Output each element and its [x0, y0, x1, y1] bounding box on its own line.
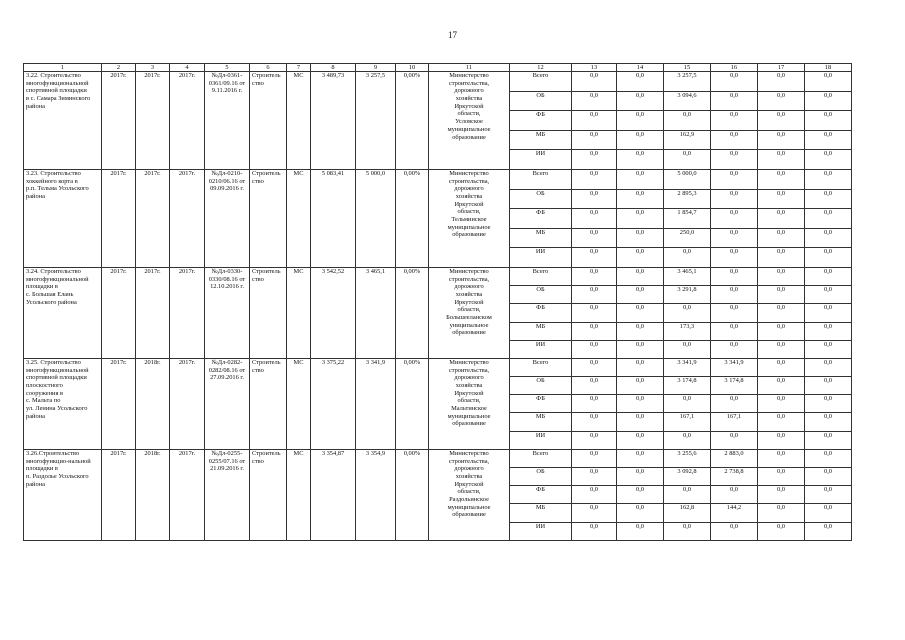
funding-value: 0,0: [572, 340, 617, 358]
header-cell: 3: [136, 64, 170, 72]
funding-value: 2 895,3: [664, 189, 711, 209]
object-name: 3.23. Строительство хоккейного корта в р.п. Тельма Усольского района: [24, 169, 102, 267]
funding-value: 0,0: [711, 486, 758, 504]
funding-value: 162,9: [664, 130, 711, 150]
funding-value: 0,0: [805, 413, 852, 431]
header-cell: 2: [102, 64, 136, 72]
responsible-org: Министерство строительства, дорожного хозяйства Иркутской области, Мальтинское муниципальное образование: [429, 358, 510, 449]
funding-value: 0,0: [758, 189, 805, 209]
header-cell: 9: [356, 64, 396, 72]
funding-value: 0,0: [572, 169, 617, 189]
funding-value: 0,0: [758, 169, 805, 189]
funding-value: 0,0: [758, 377, 805, 395]
funding-value: 0,0: [711, 248, 758, 268]
funding-value: 0,0: [617, 169, 664, 189]
funding-value: 0,0: [711, 209, 758, 229]
header-cell: 6: [250, 64, 287, 72]
year-start: 2017г.: [102, 72, 136, 170]
funding-value: 3 174,8: [664, 377, 711, 395]
object-name: 3.24. Строительство многофункциональной площадки в с. Большая Елань Усольского района: [24, 267, 102, 358]
header-cell: 8: [311, 64, 356, 72]
amount: 3 465,1: [356, 267, 396, 358]
year-end: 2017г.: [136, 72, 170, 170]
estimated-cost: 3 542,52: [311, 267, 356, 358]
funding-value: 3 257,5: [664, 72, 711, 92]
funding-value: 0,0: [805, 169, 852, 189]
year-plan: 2017г.: [170, 267, 205, 358]
funding-value: 0,0: [758, 150, 805, 170]
funding-value: 0,0: [617, 209, 664, 229]
table-row: [24, 358, 852, 376]
funding-value: 0,0: [805, 130, 852, 150]
funding-source: ОБ: [510, 189, 572, 209]
funding-value: 0,0: [758, 449, 805, 467]
funding-value: 0,0: [711, 286, 758, 304]
funding-value: 162,8: [664, 504, 711, 522]
funding-source: МБ: [510, 322, 572, 340]
funding-source: ОБ: [510, 91, 572, 111]
funding-source: Всего: [510, 169, 572, 189]
funding-value: 0,0: [805, 304, 852, 322]
funding-value: 0,0: [758, 504, 805, 522]
funding-value: 0,0: [572, 111, 617, 131]
funding-value: 0,0: [617, 504, 664, 522]
funding-value: 0,0: [617, 322, 664, 340]
unit: МС: [287, 449, 311, 540]
estimated-cost: 3 354,87: [311, 449, 356, 540]
funding-value: 167,1: [711, 413, 758, 431]
funding-value: 0,0: [572, 304, 617, 322]
funding-value: 0,0: [617, 468, 664, 486]
header-cell: 1: [24, 64, 102, 72]
funding-value: 0,0: [617, 248, 664, 268]
funding-value: 0,0: [805, 248, 852, 268]
year-start: 2017г.: [102, 267, 136, 358]
funding-value: 1 854,7: [664, 209, 711, 229]
funding-value: 0,0: [758, 286, 805, 304]
funding-value: 0,0: [758, 395, 805, 413]
funding-value: 0,0: [617, 150, 664, 170]
unit: МС: [287, 267, 311, 358]
header-cell: 15: [664, 64, 711, 72]
funding-value: 0,0: [805, 209, 852, 229]
funding-source: МБ: [510, 130, 572, 150]
funding-value: 0,0: [664, 395, 711, 413]
funding-value: 0,0: [572, 130, 617, 150]
funding-value: 0,0: [617, 522, 664, 540]
funding-value: 0,0: [758, 248, 805, 268]
funding-value: 0,0: [805, 228, 852, 248]
estimated-cost: 5 083,41: [311, 169, 356, 267]
funding-value: 0,0: [617, 413, 664, 431]
amount: 3 341,9: [356, 358, 396, 449]
funding-value: 0,0: [572, 486, 617, 504]
funding-source: Всего: [510, 267, 572, 285]
funding-value: 3 255,6: [664, 449, 711, 467]
header-cell: 17: [758, 64, 805, 72]
responsible-org: Министерство строительства, дорожного хозяйства Иркутской области, Тельминское муниципальное образование: [429, 169, 510, 267]
year-end: 2017г.: [136, 169, 170, 267]
funding-source: ИИ: [510, 248, 572, 268]
header-cell: 4: [170, 64, 205, 72]
funding-value: 0,0: [664, 248, 711, 268]
document-ref: №Дл-0255- 0255/07.16 от 21.09.2016 г.: [205, 449, 250, 540]
funding-value: 0,0: [711, 228, 758, 248]
funding-value: 0,0: [805, 358, 852, 376]
header-cell: 13: [572, 64, 617, 72]
funding-value: 0,0: [758, 209, 805, 229]
funding-value: 0,0: [711, 322, 758, 340]
funding-value: 0,0: [572, 267, 617, 285]
funding-value: 0,0: [805, 111, 852, 131]
funding-value: 0,0: [572, 449, 617, 467]
work-type: Строитель ство: [250, 169, 287, 267]
funding-value: 2 738,8: [711, 468, 758, 486]
funding-value: 0,0: [805, 377, 852, 395]
page-number: 17: [448, 30, 457, 40]
funding-value: 0,0: [805, 449, 852, 467]
funding-source: ФБ: [510, 111, 572, 131]
funding-value: 0,0: [572, 189, 617, 209]
funding-value: 0,0: [572, 228, 617, 248]
funding-value: 0,0: [758, 91, 805, 111]
funding-value: 0,0: [758, 468, 805, 486]
funding-source: ИИ: [510, 150, 572, 170]
object-name: 3.26.Строительство многофункцио-нальной площадки в п. Раздолье Усольского района: [24, 449, 102, 540]
funding-source: ОБ: [510, 286, 572, 304]
funding-value: 0,0: [758, 431, 805, 449]
funding-value: 3 465,1: [664, 267, 711, 285]
header-cell: 12: [510, 64, 572, 72]
funding-source: МБ: [510, 504, 572, 522]
funding-value: 0,0: [617, 267, 664, 285]
funding-value: 0,0: [805, 322, 852, 340]
funding-source: ФБ: [510, 395, 572, 413]
funding-value: 3 291,8: [664, 286, 711, 304]
year-plan: 2017г.: [170, 358, 205, 449]
document-ref: №Дл-0210- 0210/06.16 от 09.09.2016 г.: [205, 169, 250, 267]
funding-value: 2 883,0: [711, 449, 758, 467]
funding-value: 0,0: [758, 304, 805, 322]
funding-value: 0,0: [664, 522, 711, 540]
funding-source: ИИ: [510, 431, 572, 449]
header-cell: 7: [287, 64, 311, 72]
unit: МС: [287, 72, 311, 170]
year-start: 2017г.: [102, 449, 136, 540]
header-cell: 18: [805, 64, 852, 72]
estimated-cost: 3 375,22: [311, 358, 356, 449]
funding-value: 0,0: [711, 522, 758, 540]
funding-value: 0,0: [758, 486, 805, 504]
funding-value: 0,0: [758, 228, 805, 248]
funding-value: 3 174,8: [711, 377, 758, 395]
header-cell: 16: [711, 64, 758, 72]
funding-value: 0,0: [758, 522, 805, 540]
funding-value: 0,0: [572, 209, 617, 229]
funding-value: 0,0: [572, 322, 617, 340]
percent-complete: 0,00%: [396, 169, 429, 267]
document-ref: №Дл-0361- 0361/09.16 от 9.11.2016 г.: [205, 72, 250, 170]
funding-value: 0,0: [572, 150, 617, 170]
funding-value: 0,0: [617, 189, 664, 209]
funding-value: 0,0: [711, 130, 758, 150]
year-start: 2017г.: [102, 169, 136, 267]
responsible-org: Министерство строительства, дорожного хозяйства Иркутской области, Раздольинское муниципальное образование: [429, 449, 510, 540]
funding-value: 5 000,0: [664, 169, 711, 189]
estimated-cost: 3 489,73: [311, 72, 356, 170]
funding-value: 0,0: [758, 358, 805, 376]
work-type: Строитель ство: [250, 449, 287, 540]
funding-value: 0,0: [617, 395, 664, 413]
funding-value: 0,0: [805, 431, 852, 449]
funding-value: 0,0: [711, 169, 758, 189]
funding-source: ФБ: [510, 304, 572, 322]
unit: МС: [287, 169, 311, 267]
funding-value: 0,0: [572, 91, 617, 111]
percent-complete: 0,00%: [396, 358, 429, 449]
funding-source: ИИ: [510, 340, 572, 358]
funding-value: 0,0: [617, 449, 664, 467]
funding-value: 0,0: [617, 72, 664, 92]
funding-value: 0,0: [664, 150, 711, 170]
funding-value: 0,0: [758, 111, 805, 131]
funding-value: 0,0: [572, 413, 617, 431]
year-plan: 2017г.: [170, 72, 205, 170]
funding-source: Всего: [510, 449, 572, 467]
funding-source: МБ: [510, 413, 572, 431]
funding-value: 144,2: [711, 504, 758, 522]
header-cell: 10: [396, 64, 429, 72]
funding-value: 0,0: [711, 72, 758, 92]
funding-value: 0,0: [572, 395, 617, 413]
funding-value: 0,0: [617, 111, 664, 131]
funding-value: 0,0: [758, 72, 805, 92]
funding-value: 0,0: [664, 431, 711, 449]
year-end: 2018г.: [136, 358, 170, 449]
funding-value: 0,0: [805, 522, 852, 540]
funding-value: 0,0: [711, 340, 758, 358]
table-row: [24, 169, 852, 189]
funding-value: 0,0: [572, 248, 617, 268]
amount: 3 354,9: [356, 449, 396, 540]
object-name: 3.22. Строительство многофункциональной спортивной площадки в с. Самара Зиминского района: [24, 72, 102, 170]
funding-value: 0,0: [758, 413, 805, 431]
year-end: 2017г.: [136, 267, 170, 358]
funding-value: 0,0: [664, 304, 711, 322]
work-type: Строитель ство: [250, 358, 287, 449]
funding-value: 0,0: [617, 377, 664, 395]
funding-value: 0,0: [664, 486, 711, 504]
funding-value: 0,0: [711, 189, 758, 209]
funding-source: ОБ: [510, 377, 572, 395]
funding-value: 0,0: [617, 130, 664, 150]
responsible-org: Министерство строительства, дорожного хозяйства Иркутской области, Большееланском униципальное образование: [429, 267, 510, 358]
funding-value: 0,0: [711, 395, 758, 413]
funding-value: 0,0: [758, 267, 805, 285]
table-row: [24, 72, 852, 92]
funding-value: 0,0: [805, 286, 852, 304]
funding-value: 0,0: [617, 286, 664, 304]
funding-value: 0,0: [664, 111, 711, 131]
funding-value: 3 341,9: [711, 358, 758, 376]
funding-value: 0,0: [805, 267, 852, 285]
funding-value: 3 341,9: [664, 358, 711, 376]
document-ref: №Дл-0282- 0282/08.16 от 27.09.2016 г.: [205, 358, 250, 449]
funding-value: 167,1: [664, 413, 711, 431]
funding-value: 0,0: [758, 322, 805, 340]
funding-value: 0,0: [805, 468, 852, 486]
funding-value: 0,0: [805, 72, 852, 92]
funding-value: 0,0: [572, 504, 617, 522]
funding-value: 3 092,8: [664, 468, 711, 486]
funding-value: 0,0: [711, 150, 758, 170]
header-cell: 14: [617, 64, 664, 72]
program-table: [23, 63, 852, 541]
funding-value: 173,3: [664, 322, 711, 340]
funding-value: 0,0: [572, 468, 617, 486]
funding-value: 0,0: [572, 522, 617, 540]
funding-value: 0,0: [805, 150, 852, 170]
object-name: 3.25. Строительство многофункциональной спортивной площадки плоскостного сооружения в с. Мальта по ул. Ленина Усольского района: [24, 358, 102, 449]
funding-value: 0,0: [572, 72, 617, 92]
funding-value: 0,0: [617, 228, 664, 248]
year-plan: 2017г.: [170, 169, 205, 267]
year-end: 2018г.: [136, 449, 170, 540]
funding-value: 0,0: [711, 304, 758, 322]
funding-value: 0,0: [617, 91, 664, 111]
header-cell: 11: [429, 64, 510, 72]
funding-value: 0,0: [617, 304, 664, 322]
funding-value: 0,0: [711, 91, 758, 111]
document-ref: №Дл-0330- 0330/08.16 от 12.10.2016 г.: [205, 267, 250, 358]
funding-value: 0,0: [572, 377, 617, 395]
funding-value: 0,0: [805, 486, 852, 504]
amount: 5 000,0: [356, 169, 396, 267]
header-row: [24, 64, 852, 72]
funding-value: 0,0: [617, 340, 664, 358]
funding-value: 0,0: [805, 504, 852, 522]
funding-value: 0,0: [664, 340, 711, 358]
work-type: Строитель ство: [250, 267, 287, 358]
funding-value: 0,0: [572, 286, 617, 304]
unit: МС: [287, 358, 311, 449]
funding-source: ФБ: [510, 209, 572, 229]
table-row: [24, 449, 852, 467]
funding-value: 0,0: [711, 111, 758, 131]
header-cell: 5: [205, 64, 250, 72]
funding-value: 0,0: [572, 358, 617, 376]
funding-source: Всего: [510, 72, 572, 92]
funding-value: 0,0: [617, 358, 664, 376]
funding-value: 0,0: [617, 431, 664, 449]
funding-value: 3 094,6: [664, 91, 711, 111]
responsible-org: Министерство строительства, дорожного хозяйства Иркутской области, Условское муниципальное образование: [429, 72, 510, 170]
year-plan: 2017г.: [170, 449, 205, 540]
funding-value: 0,0: [805, 91, 852, 111]
funding-value: 0,0: [758, 130, 805, 150]
funding-value: 250,0: [664, 228, 711, 248]
funding-value: 0,0: [711, 267, 758, 285]
funding-source: ОБ: [510, 468, 572, 486]
percent-complete: 0,00%: [396, 267, 429, 358]
funding-source: Всего: [510, 358, 572, 376]
funding-source: ФБ: [510, 486, 572, 504]
percent-complete: 0,00%: [396, 449, 429, 540]
amount: 3 257,5: [356, 72, 396, 170]
funding-value: 0,0: [617, 486, 664, 504]
work-type: Строитель ство: [250, 72, 287, 170]
table-row: [24, 267, 852, 285]
funding-value: 0,0: [711, 431, 758, 449]
funding-value: 0,0: [805, 189, 852, 209]
funding-value: 0,0: [805, 340, 852, 358]
year-start: 2017г.: [102, 358, 136, 449]
funding-value: 0,0: [758, 340, 805, 358]
funding-value: 0,0: [805, 395, 852, 413]
funding-source: ИИ: [510, 522, 572, 540]
funding-source: МБ: [510, 228, 572, 248]
percent-complete: 0,00%: [396, 72, 429, 170]
funding-value: 0,0: [572, 431, 617, 449]
